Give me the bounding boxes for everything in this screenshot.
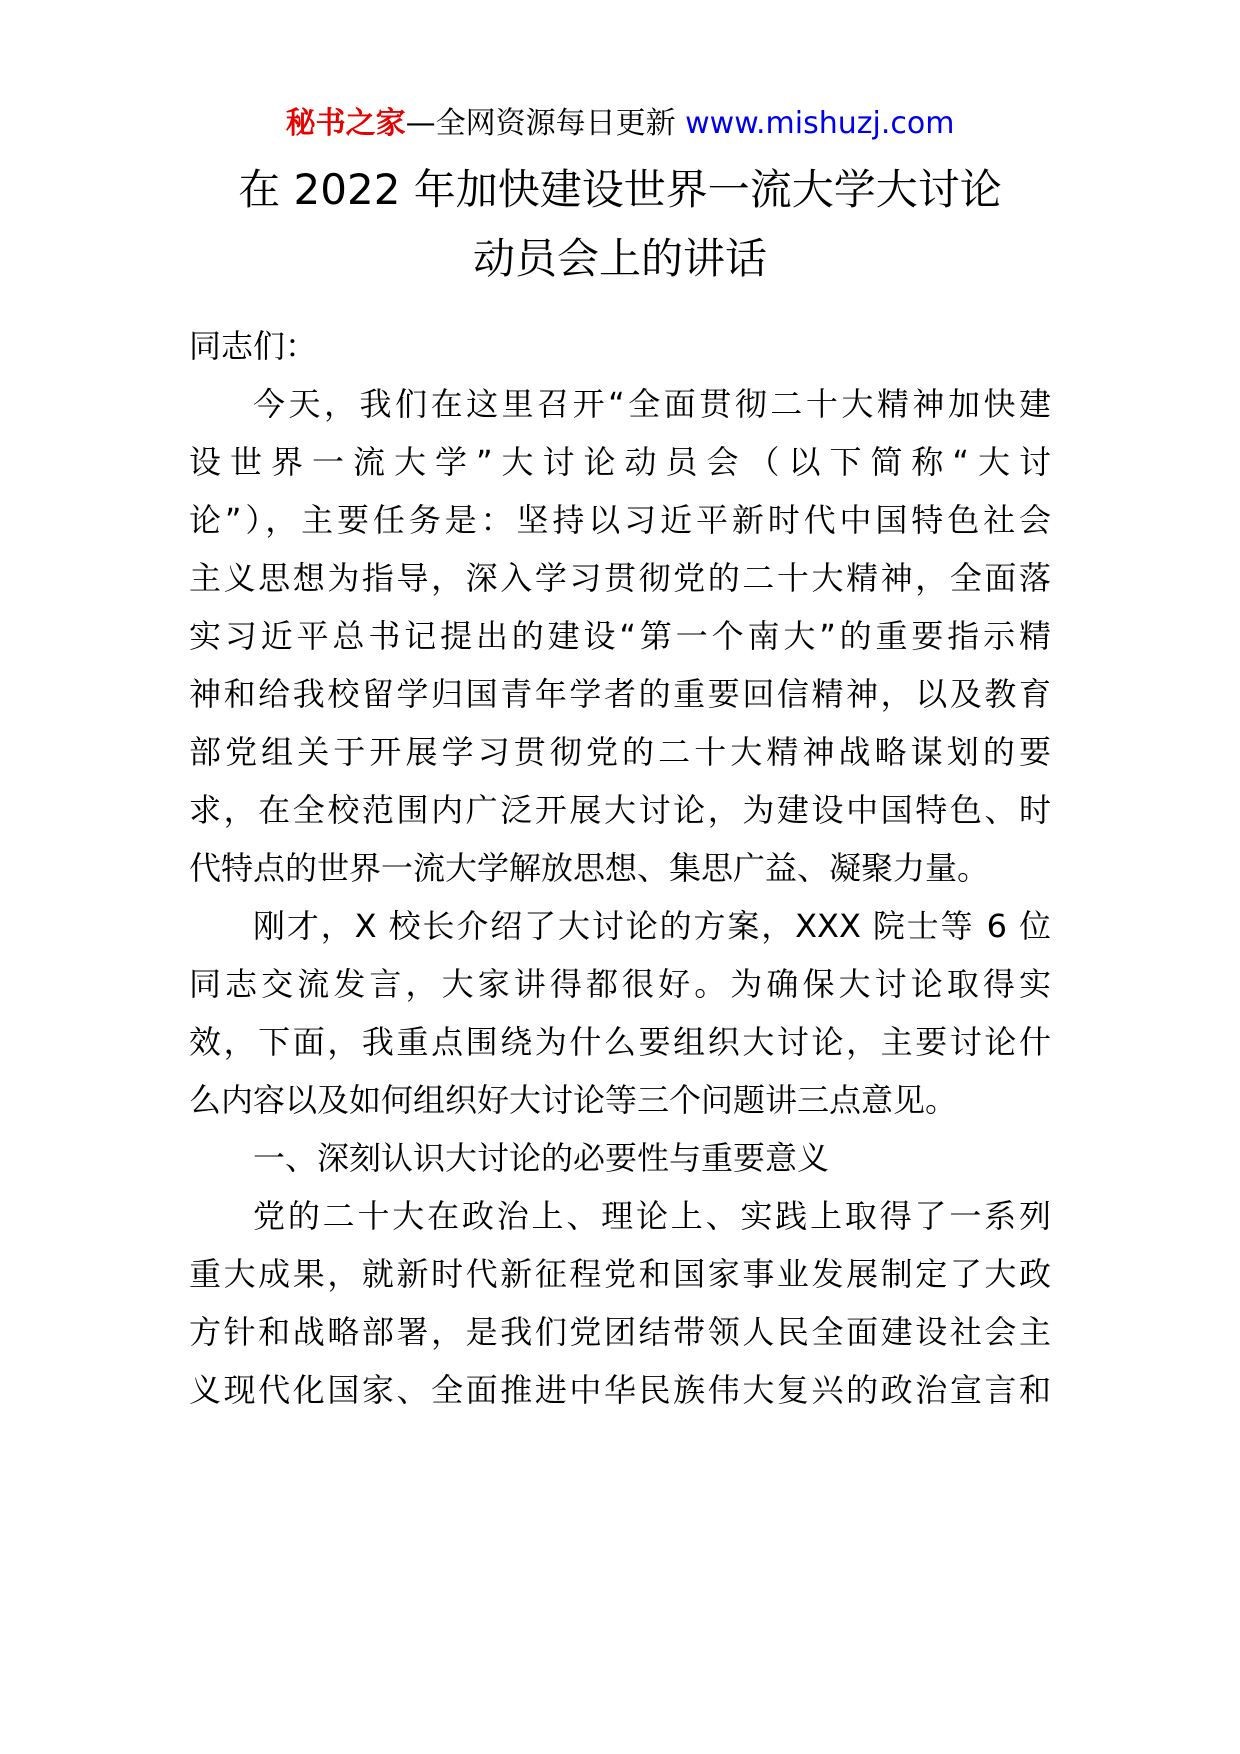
paragraph-line: 方针和战略部署，是我们党团结带领人民全面建设社会主	[189, 1313, 1051, 1351]
section-heading: 一、深刻认识大讨论的必要性与重要意义	[253, 1139, 830, 1177]
site-url-link[interactable]: www.mishuzj.com	[685, 106, 955, 141]
paragraph-line: 论”），主要任务是：坚持以习近平新时代中国特色社会	[189, 501, 1051, 539]
paragraph-line: 刚才，X 校长介绍了大讨论的方案，XXX 院士等 6 位	[253, 907, 1051, 945]
paragraph-line: 同志交流发言，大家讲得都很好。为确保大讨论取得实	[189, 965, 1051, 1003]
salutation: 同志们：	[189, 327, 318, 365]
paragraph-line: 义现代化国家、全面推进中华民族伟大复兴的政治宣言和	[189, 1371, 1051, 1409]
paragraph-line: 么内容以及如何组织好大讨论等三个问题讲三点意见。	[189, 1081, 958, 1119]
paragraph-line: 设世界一流大学”大讨论动员会（以下简称“大讨	[189, 443, 1051, 481]
site-header	[0, 102, 1240, 146]
paragraph-line: 代特点的世界一流大学解放思想、集思广益、凝聚力量。	[189, 849, 990, 887]
paragraph-line: 神和给我校留学归国青年学者的重要回信精神，以及教育	[189, 675, 1051, 713]
paragraph-line: 部党组关于开展学习贯彻党的二十大精神战略谋划的要	[189, 733, 1051, 771]
paragraph-line: 党的二十大在政治上、理论上、实践上取得了一系列	[253, 1197, 1051, 1235]
document-title-line-2: 动员会上的讲话	[472, 234, 767, 283]
document-title-line-1: 在 2022 年加快建设世界一流大学大讨论	[238, 165, 1002, 214]
paragraph-line: 实习近平总书记提出的建设“第一个南大”的重要指示精	[189, 617, 1051, 655]
paragraph-line: 求，在全校范围内广泛开展大讨论，为建设中国特色、时	[189, 791, 1051, 829]
brand-name: 秘书之家	[285, 106, 406, 141]
paragraph-line: 主义思想为指导，深入学习贯彻党的二十大精神，全面落	[189, 559, 1051, 597]
paragraph-line: 效，下面，我重点围绕为什么要组织大讨论，主要讨论什	[189, 1023, 1051, 1061]
paragraph-line: 重大成果，就新时代新征程党和国家事业发展制定了大政	[189, 1255, 1051, 1293]
paragraph-line: 今天，我们在这里召开“全面贯彻二十大精神加快建	[253, 385, 1051, 423]
header-tagline: —全网资源每日更新	[405, 106, 686, 141]
